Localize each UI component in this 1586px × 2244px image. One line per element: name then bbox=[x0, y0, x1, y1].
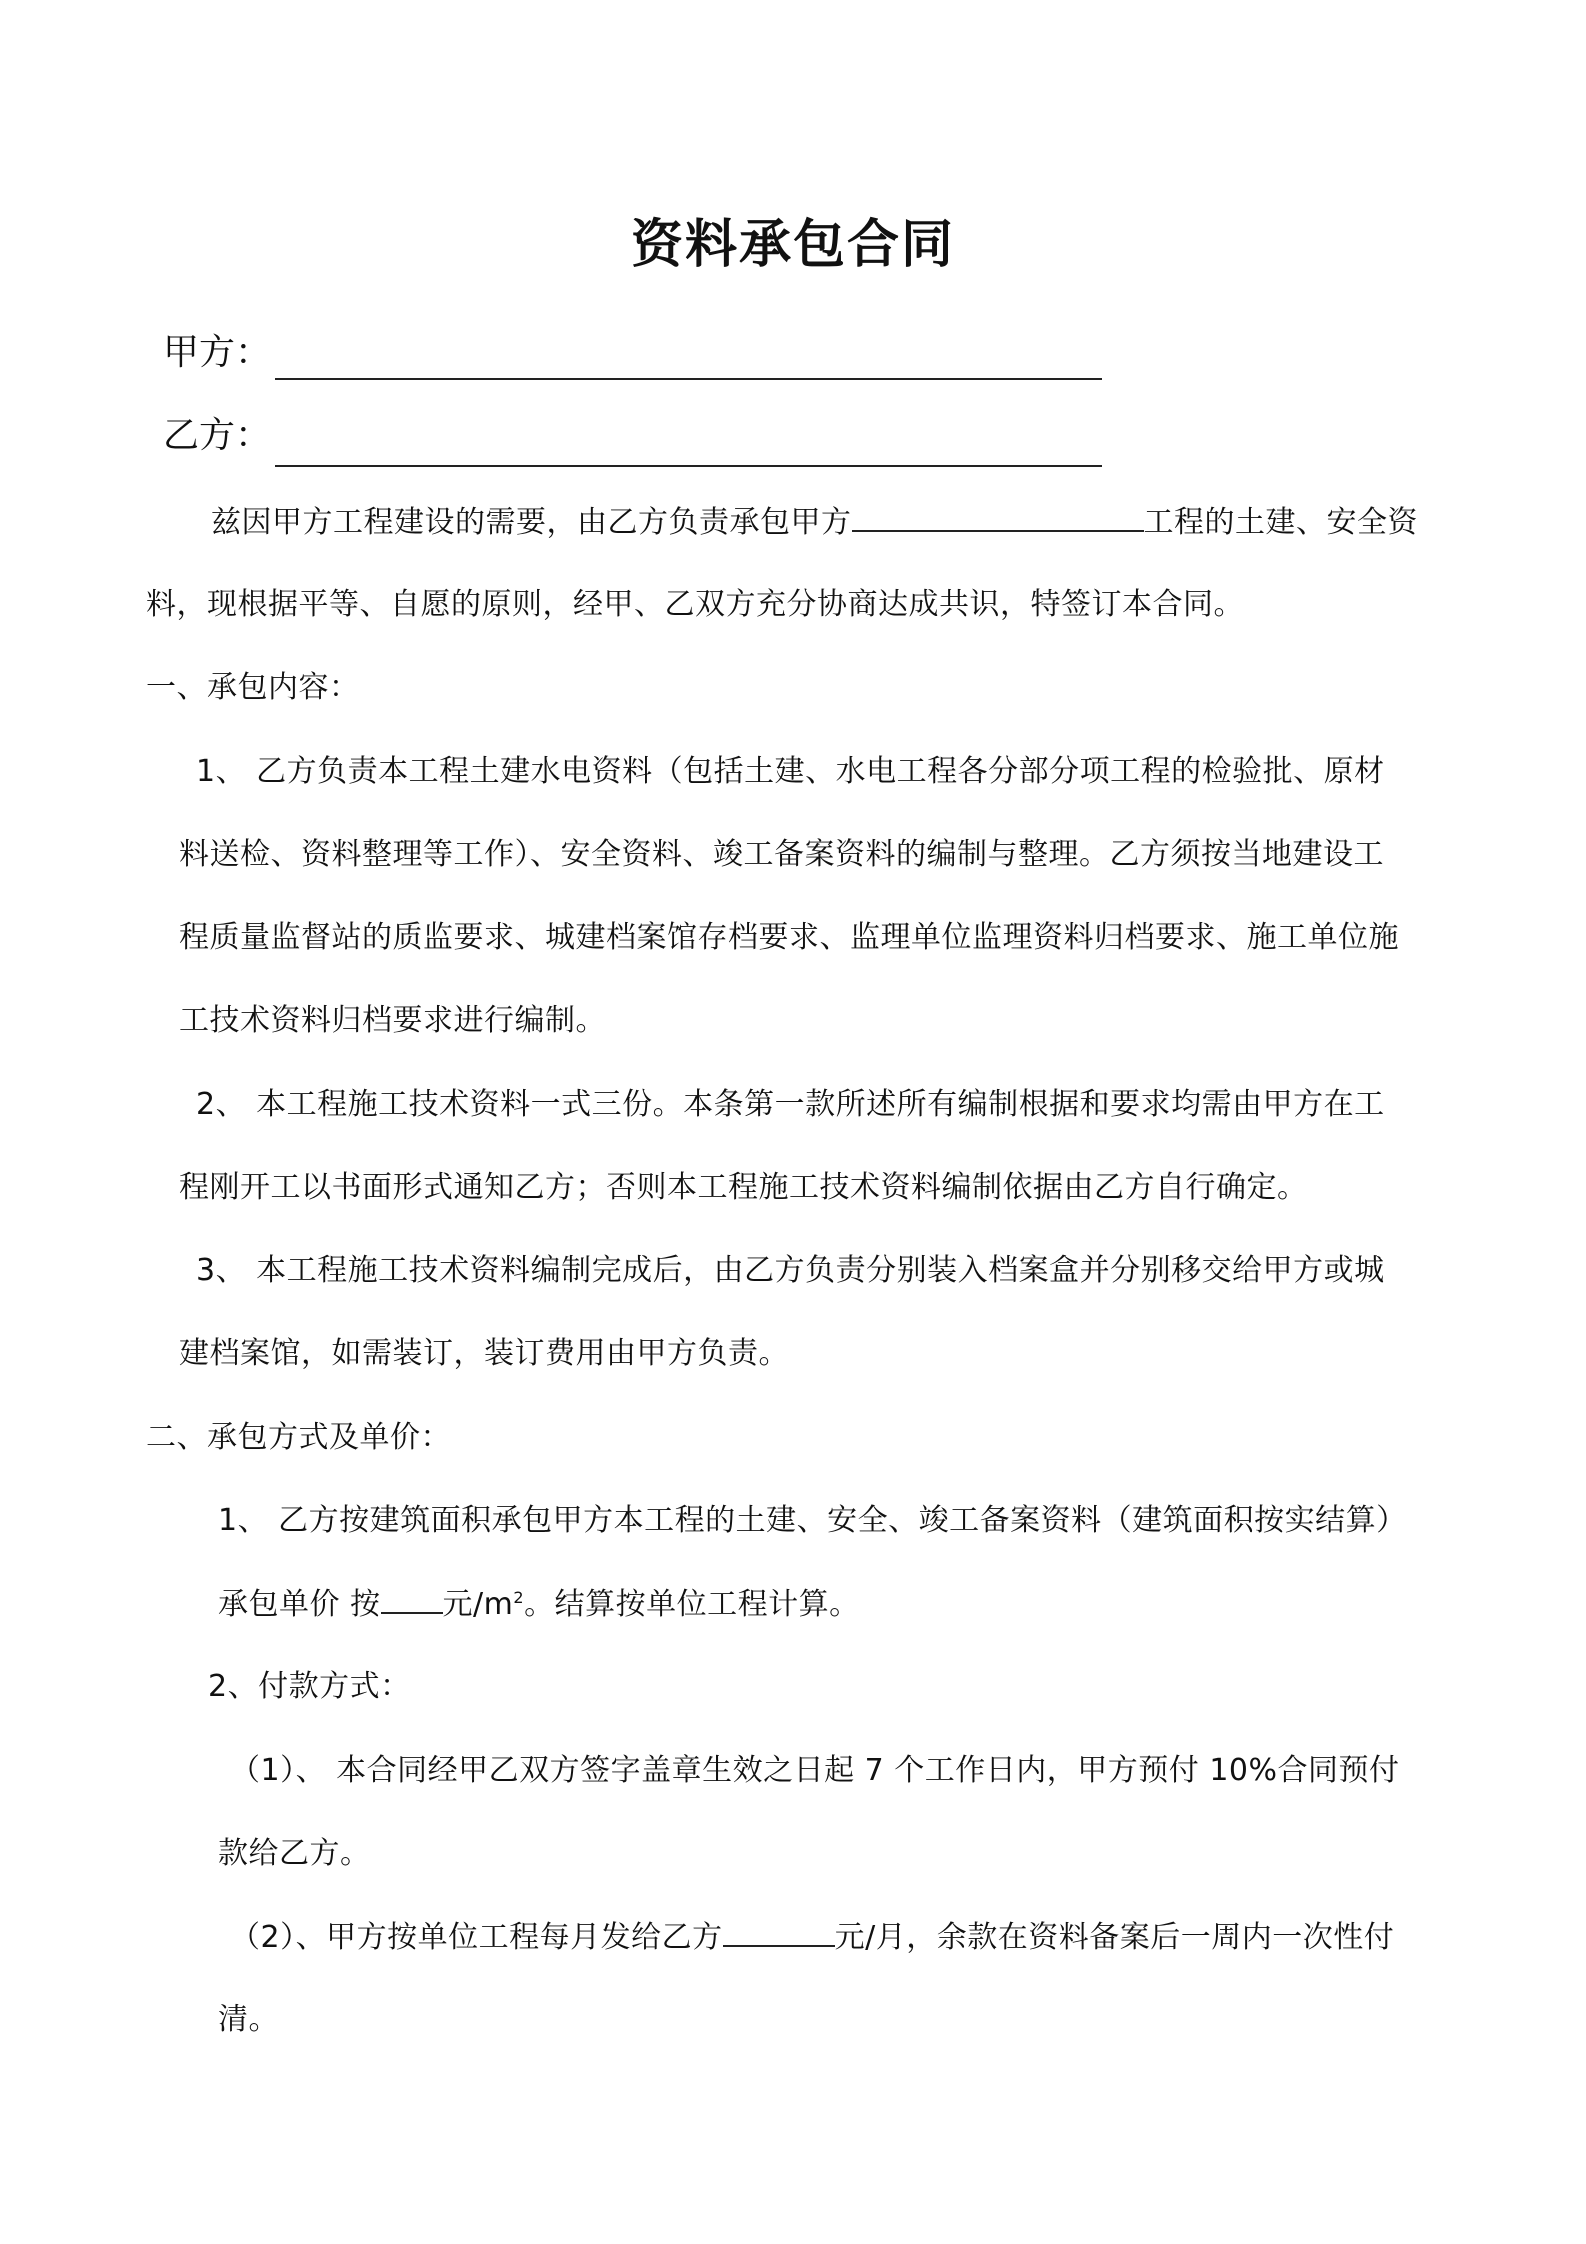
intro-text-before: 兹因甲方工程建设的需要，由乙方负责承包甲方 bbox=[211, 505, 852, 540]
party-a-label: 甲方： bbox=[163, 332, 272, 373]
intro-line-2: 料，现根据平等、自愿的原则，经甲、乙双方充分协商达成共识，特签订本合同。 bbox=[146, 587, 1244, 622]
payment-2-line-1 bbox=[230, 1915, 1394, 1960]
monthly-payment-text: （2）、甲方按单位工程每月发给乙方 bbox=[230, 1920, 723, 1955]
s1-item3-line-2: 建档案馆，如需装订，装订费用由甲方负责。 bbox=[179, 1336, 789, 1371]
s2-item1-line-2 bbox=[218, 1582, 860, 1627]
s1-item1-line-4: 工技术资料归档要求进行编制。 bbox=[179, 1003, 606, 1038]
unit-price-blank[interactable] bbox=[381, 1582, 443, 1614]
unit-price-unit: 元/m bbox=[442, 1587, 514, 1622]
party-a-blank[interactable] bbox=[275, 378, 1102, 380]
payment-2-line-2: 清。 bbox=[218, 2002, 279, 2037]
unit-price-text: 承包单价 按 bbox=[218, 1587, 381, 1622]
intro-text-after: 工程的土建、安全资 bbox=[1143, 505, 1418, 540]
payment-method-heading: 2、付款方式： bbox=[208, 1669, 411, 1704]
section-1-heading: 一、承包内容： bbox=[146, 670, 360, 705]
payment-1-line-1: （1）、 本合同经甲乙双方签字盖章生效之日起 7 个工作日内，甲方预付 10%合同预付 bbox=[230, 1753, 1400, 1788]
monthly-payment-after: 元/月，余款在资料备案后一周内一次性付 bbox=[834, 1920, 1395, 1955]
s1-item2-line-2: 程刚开工以书面形式通知乙方；否则本工程施工技术资料编制依据由乙方自行确定。 bbox=[179, 1170, 1308, 1205]
s1-item1-line-3: 程质量监督站的质监要求、城建档案馆存档要求、监理单位监理资料归档要求、施工单位施 bbox=[179, 920, 1399, 955]
document-title: 资料承包合同 bbox=[630, 215, 955, 275]
intro-line-1 bbox=[211, 500, 1418, 545]
project-name-blank[interactable] bbox=[852, 500, 1144, 532]
payment-1-line-2: 款给乙方。 bbox=[218, 1836, 371, 1871]
s2-item1-line-1: 1、 乙方按建筑面积承包甲方本工程的土建、安全、竣工备案资料（建筑面积按实结算） bbox=[218, 1503, 1407, 1538]
s1-item3-line-1: 3、 本工程施工技术资料编制完成后，由乙方负责分别装入档案盒并分别移交给甲方或城 bbox=[196, 1253, 1385, 1288]
section-2-heading: 二、承包方式及单价： bbox=[146, 1420, 451, 1455]
s1-item2-line-1: 2、 本工程施工技术资料一式三份。本条第一款所述所有编制根据和要求均需由甲方在工 bbox=[196, 1087, 1385, 1122]
settlement-text: 。结算按单位工程计算。 bbox=[524, 1587, 860, 1622]
party-b-blank[interactable] bbox=[275, 465, 1102, 467]
monthly-payment-blank[interactable] bbox=[723, 1915, 835, 1947]
s1-item1-line-1: 1、 乙方负责本工程土建水电资料（包括土建、水电工程各分部分项工程的检验批、原材 bbox=[196, 754, 1385, 789]
party-b-label: 乙方： bbox=[163, 415, 272, 456]
unit-price-superscript: 2 bbox=[513, 1588, 525, 1607]
s1-item1-line-2: 料送检、资料整理等工作）、安全资料、竣工备案资料的编制与整理。乙方须按当地建设工 bbox=[179, 837, 1384, 872]
